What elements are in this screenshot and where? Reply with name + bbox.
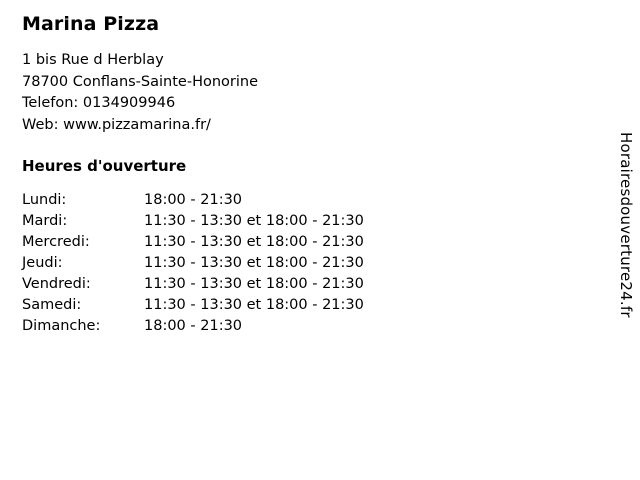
table-row (22, 274, 364, 295)
day-label: Vendredi: (22, 276, 91, 292)
opening-hours-table (22, 190, 364, 337)
day-hours: 11:30 - 13:30 et 18:00 - 21:30 (144, 255, 364, 271)
address-line-web: Web: www.pizzamarina.fr/ (22, 116, 211, 133)
day-hours: 11:30 - 13:30 et 18:00 - 21:30 (144, 297, 364, 313)
table-row (22, 316, 364, 337)
day-hours: 11:30 - 13:30 et 18:00 - 21:30 (144, 276, 364, 292)
address-block (22, 50, 582, 136)
opening-hours-title: Heures d'ouverture (22, 157, 187, 175)
table-row (22, 295, 364, 316)
address-line-street: 1 bis Rue d Herblay (22, 52, 164, 68)
day-label: Jeudi: (22, 255, 63, 271)
table-row (22, 190, 364, 211)
address-line-city: 78700 Conflans-Sainte-Honorine (22, 73, 259, 90)
table-row (22, 253, 364, 274)
business-name: Marina Pizza (22, 13, 160, 35)
day-hours: 18:00 - 21:30 (144, 318, 243, 334)
day-label: Dimanche: (22, 318, 101, 334)
day-label: Lundi: (22, 192, 67, 208)
day-label: Mardi: (22, 213, 68, 229)
day-label: Mercredi: (22, 234, 90, 250)
table-row (22, 232, 364, 253)
day-hours: 11:30 - 13:30 et 18:00 - 21:30 (144, 213, 364, 229)
business-info-block (22, 12, 582, 337)
address-line-phone: Telefon: 0134909946 (22, 95, 176, 111)
day-label: Samedi: (22, 297, 82, 313)
day-hours: 18:00 - 21:30 (144, 192, 243, 208)
day-hours: 11:30 - 13:30 et 18:00 - 21:30 (144, 234, 364, 250)
table-row (22, 211, 364, 232)
watermark-brand: Horairesdouverture24.fr (617, 132, 635, 318)
